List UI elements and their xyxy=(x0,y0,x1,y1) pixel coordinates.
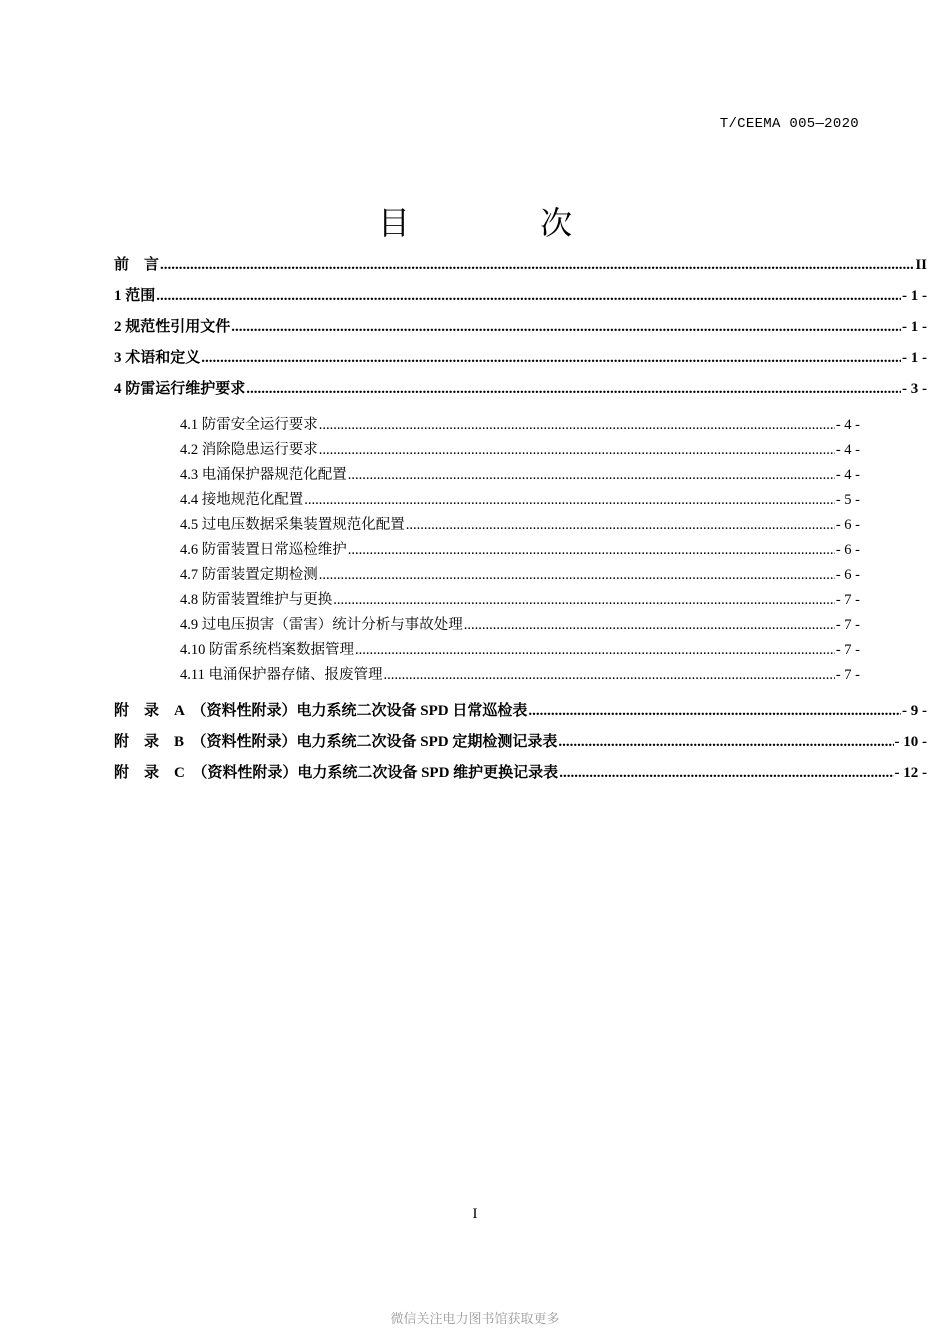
toc-entry-page: - 12 - xyxy=(894,765,927,781)
toc-leader xyxy=(464,613,835,638)
standard-code: T/CEEMA 005—2020 xyxy=(719,116,859,132)
watermark: 微信关注电力图书馆获取更多 xyxy=(390,1312,560,1327)
toc-leader xyxy=(319,413,835,438)
toc-entry-appendix-a[interactable] xyxy=(114,696,927,727)
toc-entry-page: - 1 - xyxy=(902,319,927,335)
toc-sub-entries xyxy=(114,413,927,688)
toc-entry-label: 4.5 过电压数据采集装置规范化配置 xyxy=(180,517,405,533)
toc-entry-terms[interactable] xyxy=(114,343,927,374)
toc-entry-label: 4.1 防雷安全运行要求 xyxy=(180,417,318,433)
toc-leader xyxy=(348,463,835,488)
toc-entry-page: - 7 - xyxy=(835,617,860,633)
toc-sub-entry[interactable] xyxy=(180,663,860,688)
toc-entry-page: - 4 - xyxy=(835,467,860,483)
toc-entry-page: - 6 - xyxy=(835,517,860,533)
toc-entry-label: 1 范围 xyxy=(114,288,156,304)
toc-entry-foreword[interactable] xyxy=(114,250,927,281)
toc-sub-entry[interactable] xyxy=(180,613,860,638)
toc-sub-entry[interactable] xyxy=(180,538,860,563)
toc-entry-requirements[interactable] xyxy=(114,374,927,405)
toc-entry-page: - 3 - xyxy=(902,381,927,397)
toc-sub-entry[interactable] xyxy=(180,638,860,663)
toc-leader xyxy=(156,281,901,312)
toc-sub-entry[interactable] xyxy=(180,488,860,513)
toc-entry-label: 附 录 C （资料性附录）电力系统二次设备 SPD 维护更换记录表 xyxy=(114,765,559,781)
toc-entry-label: 4.9 过电压损害（雷害）统计分析与事故处理 xyxy=(180,617,463,633)
toc-leader xyxy=(348,538,835,563)
toc-leader xyxy=(333,588,835,613)
toc-entry-label: 4.3 电涌保护器规范化配置 xyxy=(180,467,347,483)
toc-leader xyxy=(304,488,835,513)
toc-leader xyxy=(355,638,835,663)
toc-entry-page: - 6 - xyxy=(835,567,860,583)
toc-entry-label: 附 录 A （资料性附录）电力系统二次设备 SPD 日常巡检表 xyxy=(114,703,528,719)
toc-entry-scope[interactable] xyxy=(114,281,927,312)
toc-entry-label: 4.11 电涌保护器存储、报废管理 xyxy=(180,667,383,683)
toc-entry-label: 2 规范性引用文件 xyxy=(114,319,231,335)
toc-entry-page: - 6 - xyxy=(835,542,860,558)
toc-entry-page: - 4 - xyxy=(835,442,860,458)
toc-sub-entry[interactable] xyxy=(180,588,860,613)
toc-leader xyxy=(406,513,835,538)
toc-leader xyxy=(559,758,893,789)
toc-entry-page: - 5 - xyxy=(835,492,860,508)
toc-sub-entry[interactable] xyxy=(180,563,860,588)
toc-leader xyxy=(558,727,893,758)
toc-sub-entry[interactable] xyxy=(180,463,860,488)
toc-leader xyxy=(319,563,835,588)
toc-leader xyxy=(383,663,834,688)
toc-entry-page: - 1 - xyxy=(902,350,927,366)
toc-entry-label: 4 防雷运行维护要求 xyxy=(114,381,246,397)
toc-entry-normative-references[interactable] xyxy=(114,312,927,343)
toc-entry-page: - 7 - xyxy=(835,642,860,658)
toc-leader xyxy=(160,250,914,281)
toc-leader xyxy=(231,312,901,343)
toc-entry-label: 4.8 防雷装置维护与更换 xyxy=(180,592,333,608)
toc-entry-label: 4.6 防雷装置日常巡检维护 xyxy=(180,542,347,558)
toc-entry-appendix-b[interactable] xyxy=(114,727,927,758)
toc-sub-entry[interactable] xyxy=(180,513,860,538)
toc-entry-page: - 7 - xyxy=(835,592,860,608)
toc-sub-entry[interactable] xyxy=(180,413,860,438)
toc-entry-page: - 10 - xyxy=(894,734,927,750)
toc-leader xyxy=(319,438,835,463)
toc-entry-label: 4.4 接地规范化配置 xyxy=(180,492,304,508)
toc-entry-page: II xyxy=(915,257,927,273)
toc-sub-entry[interactable] xyxy=(180,438,860,463)
table-of-contents xyxy=(114,250,927,789)
toc-entry-label: 前 言 xyxy=(114,257,160,273)
toc-title: 目 次 xyxy=(377,204,633,242)
toc-leader xyxy=(201,343,901,374)
toc-entry-page: - 4 - xyxy=(835,417,860,433)
toc-entry-label: 4.7 防雷装置定期检测 xyxy=(180,567,318,583)
toc-entry-label: 3 术语和定义 xyxy=(114,350,201,366)
toc-entry-label: 附 录 B （资料性附录）电力系统二次设备 SPD 定期检测记录表 xyxy=(114,734,558,750)
toc-entry-page: - 7 - xyxy=(835,667,860,683)
page-number: I xyxy=(472,1206,478,1222)
toc-leader xyxy=(246,374,901,405)
toc-entry-page: - 1 - xyxy=(902,288,927,304)
toc-entry-label: 4.10 防雷系统档案数据管理 xyxy=(180,642,354,658)
toc-entry-appendix-c[interactable] xyxy=(114,758,927,789)
toc-entry-page: - 9 - xyxy=(902,703,927,719)
toc-entry-label: 4.2 消除隐患运行要求 xyxy=(180,442,318,458)
toc-leader xyxy=(528,696,901,727)
